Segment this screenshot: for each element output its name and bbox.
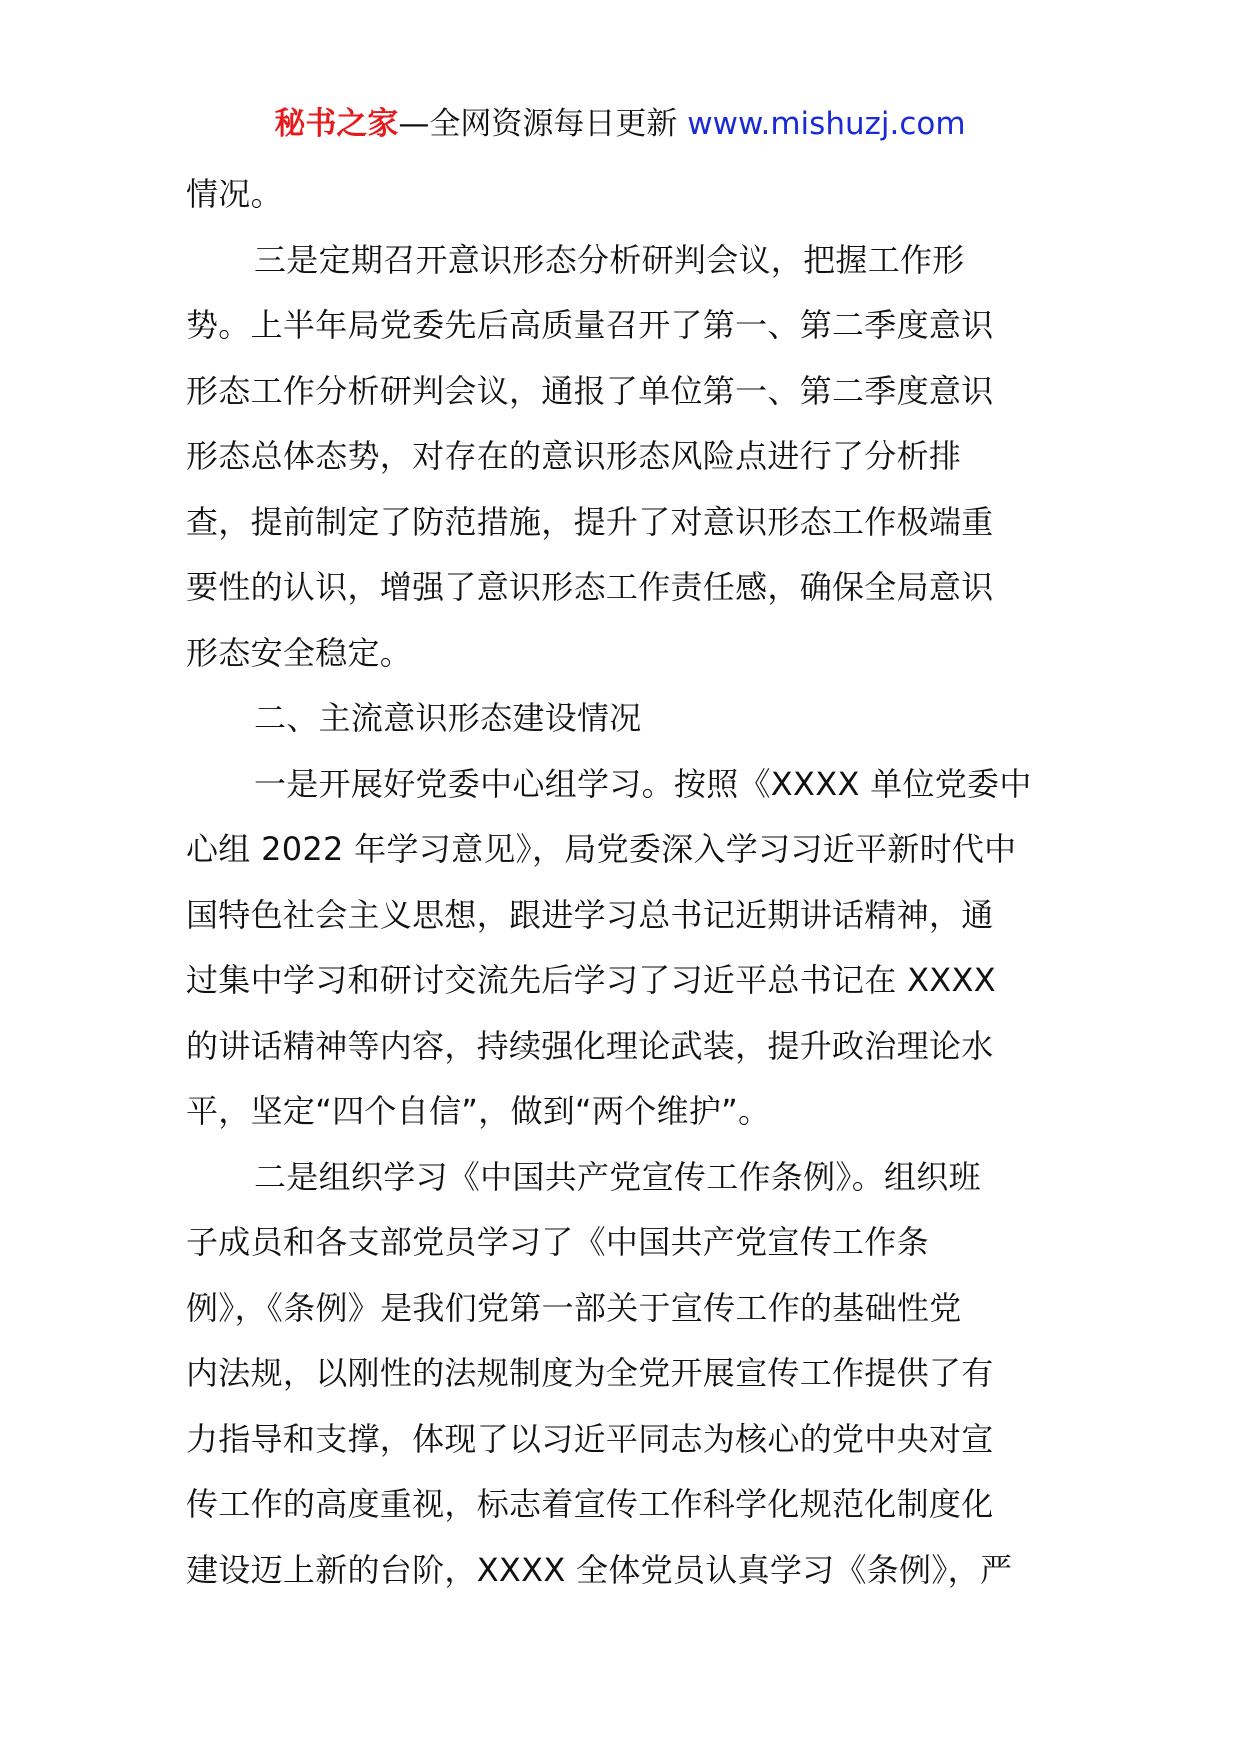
text-line: 心组 2022 年学习意见》，局党委深入学习习近平新时代中 (186, 830, 1017, 868)
brand-name: 秘书之家 (274, 106, 399, 142)
document-body (186, 162, 1056, 1603)
header-url[interactable]: www.mishuzj.com (687, 106, 966, 142)
text-line: 例》，《条例》是我们党第一部关于宣传工作的基础性党 (186, 1288, 962, 1327)
header-slogan: —全网资源每日更新 (398, 106, 688, 142)
paragraph-start: 二是组织学习《中国共产党宣传工作条例》。组织班 (254, 1157, 981, 1196)
text-line: 情况。 (186, 175, 283, 213)
text-line: 过集中学习和研讨交流先后学习了习近平总书记在 XXXX (186, 961, 996, 999)
text-line: 势。上半年局党委先后高质量召开了第一、第二季度意识 (186, 306, 994, 344)
text-line: 传工作的高度重视，标志着宣传工作科学化规范化制度化 (186, 1485, 994, 1523)
paragraph-start: 三是定期召开意识形态分析研判会议，把握工作形 (254, 240, 965, 279)
text-line: 形态安全稳定。 (186, 633, 413, 672)
text-line: 的讲话精神等内容，持续强化理论武装，提升政治理论水 (186, 1026, 994, 1065)
paragraph-start: 一是开展好党委中心组学习。按照《XXXX 单位党委中 (254, 764, 1032, 803)
text-line: 形态总体态势，对存在的意识形态风险点进行了分析排 (186, 437, 962, 475)
text-line: 国特色社会主义思想，跟进学习总书记近期讲话精神，通 (186, 895, 994, 934)
text-line: 建设迈上新的台阶，XXXX 全体党员认真学习《条例》，严 (186, 1550, 1013, 1589)
text-line: 查，提前制定了防范措施，提升了对意识形态工作极端重 (186, 502, 994, 541)
text-line: 要性的认识，增强了意识形态工作责任感，确保全局意识 (186, 568, 994, 606)
text-line: 内法规，以刚性的法规制度为全党开展宣传工作提供了有 (186, 1354, 994, 1392)
page-header (0, 100, 1240, 148)
text-line: 平，坚定“四个自信”，做到“两个维护”。 (186, 1092, 771, 1130)
section-heading: 二、主流意识形态建设情况 (254, 699, 642, 737)
text-line: 力指导和支撑，体现了以习近平同志为核心的党中央对宣 (186, 1419, 994, 1458)
text-line: 形态工作分析研判会议，通报了单位第一、第二季度意识 (186, 371, 994, 410)
text-line: 子成员和各支部党员学习了《中国共产党宣传工作条 (186, 1223, 929, 1261)
